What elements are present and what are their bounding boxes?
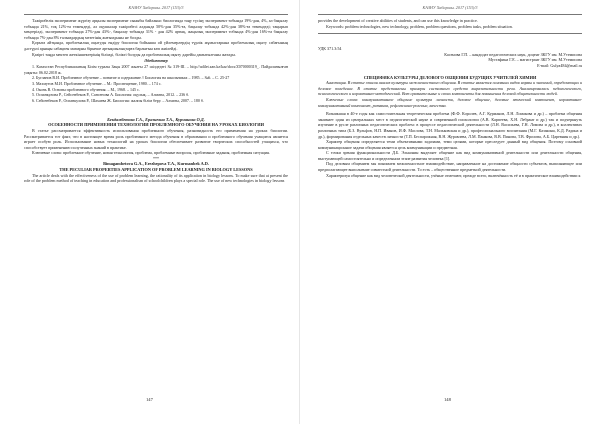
english-title: THE PECULIAR PROPERTIES APPLICATION OF PROBLEM LEARNING IN BIOLOGY LESSONS [59,167,253,173]
reference-item: 6. Сейсенбеков Р., Оспанкулова Р., Шахаева Ж. Биология: жалпы білім беру. – Алматы, 2007. – 180 б. [32,97,204,103]
keywords-paragraph: Ключевые слова: коммуникативное общение культура личности, деловое общение, деловые этический компонент, нормативно-коммуникативный компонент, ритмика, рефлексивно-ролевые, качества. [318,96,582,108]
body-paragraph: Қорыта айтқанда, проблемалық оқытуды ендіру биология бойынша ой үйлемерлердің түрлік жұмыстарына проблемалық оқыту сабағының дәстүрлі арнаңы сабақпен мазмұны бірнеше артықшылықтарға барлығын көп жиілейді. [24,40,288,51]
body-paragraph: Характер общения определяется теми объективными задачами, теми целями, которые преследует данный вид общения. Поэтому основной коммуникационное задачи общения является цель коммуникации и предметная. [318,139,582,150]
body-paragraph: Под деловым общением мы понимаем межличностное взаимодействие, направленное на достижение общности субъектов, выполняющее или предполагающее выполнение совместной деятельности. То есть – общественное предметной деятельности. [318,161,582,173]
page-number: 148 [444,397,451,402]
article-title: ОСОБЕННОСТИ ПРИМЕНЕНИЯ ТЕХНОЛОГИИ ПРОБЛЕМНОГО ОБУЧЕНИЯ НА УРОКАХ БИОЛОГИИ [48,122,264,128]
author-line: Касенова Г.П. – кандидат педагогических наук, доцент ЗКГУ им. М.Утемисова [444,51,582,57]
section-rule [318,33,582,34]
separator: *** [153,155,159,161]
reference-item: 2. Бугланов В.И. Проблемное обучение – понятие и содержание // Биология на школьниках – 1985. – №6. – С. 25-27 [32,75,230,81]
page-gutter [299,0,300,424]
english-authors: Bimagambetova G.A., Erezhepova T.A., Kurmanbek A.D. [103,161,209,167]
reference-item: 5. Оспанкулова Р., Сейсенбеков Р., Сансенова А. Биология: оқулық. – Алматы, 2012. – 236 б. [32,92,190,98]
reference-item: 1. Казахстан Республикасының Білім туралы Заңы 2007 жылғы 27 шілдедегі № 319-III. – http://adilet.zan.kz/kaz/docs/Z070000319_. Пайдаланылған уақыты: 06.02.2018 ж. [24,64,288,75]
body-paragraph: Қазіргі таңда мектеп жеткіншектерінің білімді, білікті болуды да проблемалық оқыту дәрейін дамытылғаны жатады. [32,51,236,57]
left-page [4,0,296,424]
author-email: E-mail: Gulya484@mail.ru [537,62,582,68]
header-rule [318,14,582,15]
keywords-paragraph: Ключевые слова: проблемное обучение, новая технология, проблема, проблемные вопросы, проблемные задания, проблемная ситуация. [32,150,270,156]
page-number: 147 [146,397,153,402]
article-authors: Бекдамбетова Г.А., Еразиевна Т.А., Курманова О.Д. [107,117,205,123]
references-heading: Әдебиеттер [144,58,168,64]
article-title: СПЕЦИФИКА КУЛЬТУРЫ ДЕЛОВОГО ОБЩЕНИЯ БУДУЩИХ УЧИТЕЛЕЙ ХИМИИ [363,74,537,80]
body-paragraph: Характеризуя общение как вид человеческой деятельности, учёные отмечают, прежде всего, включённость её и в практическое взаимодействии к [326,172,581,178]
udk-code: УДК 371.3:54 [318,46,342,52]
reference-item: 4. Оконь В. Основы проблемного обучения. – М., 1968. – 145 с. [32,86,140,92]
running-head: КАЗНУ Хабаршы. 2017 (153)/3 [128,5,184,10]
body-paragraph: Возникшая в 40-е годы как самостоятельная теоретическая проблема (Ф.Ф. Королев, А.Г. Курманов, Л.Н. Ломакова и др.) – проблема общения занимает один из центральных мест в педагогической науке и современной психологии (А.В. Карпеева, Х.Н. Лебрант и др.) так и подчеркнуть изучение в русле различных педагогических проблем: в процессе педагогической деятельности (Л.Н. Васильева, Г.Н. Ломова и др.), в коллективах различных типа (Б.З. Вульфов, Н.П. Иванов, И.Ф. Маслова, Т.Н. Мальковская и др.), профессионального воспитания (М.Г. Казакина, К.Д. Радина и др.), формирования отдельных качеств личности (Т.П. Беспарожная, В.Н. Журавлева, Л.М. Панкова, В.В. Пинова, Т.В. Фролова, А.Б. Царевнин и др.). [318,111,582,139]
author-line: Мустафина Г.Е. – магистрант ЗКГУ им. М.Утемисова [488,57,582,63]
reference-item: 3. Махмутов М.И. Проблемное обучение. – М.: Просвещение, 1980. – 174 с. [32,80,162,86]
right-page [304,0,596,424]
body-paragraph: С точки зрения функциональности Д.Б. Эльконин выделяет общение как вид коммуникативной деятельности или деятельности общения, выступающей самостоятельно и определенном этапе развития человека [1]. [318,150,582,161]
running-head: КАЗНУ Хабаршы. 2017 (153)/3 [422,5,478,10]
header-rule [24,14,288,15]
body-paragraph: provides the development of creative abilities of students, and can use this knowledge in practice. [318,18,478,23]
english-abstract: The article deals with the effectiveness of the use of problem learning, the rationality of its application in biology lessons. To make sure that at present the role of the problem method of teaching in education and professionalism of schoolchildren plays a special role. The use of new technologies in biology lessons [24,172,288,184]
keywords-paragraph: Keywords: problem technologies, new technology, problem, problem questions, problem tasks, problem situation. [326,23,513,29]
abstract-paragraph: В статье рассматривается эффективность использования проблемного обучения, разновидность его применения на уроках биологии. Рассматривается тот факт, что в настоящее время роль проблемного метода обучения в образовании и проблемного обучения учащиеся является играет особую роль. Использование новых технологий на уроках биологии обеспечивает развитие творческих способностей учащихся, что способствует применению полученных знаний в практике. [24,127,288,150]
abstract-paragraph: Аннотация. В статье описан анализ культуры межличностного общения. В статье является основных видов нормы и значений, определяющих и деловое поведение. В статье представлены примеры системного средств выразительности речи. Анализировалась педагогического, психологического и нормативно-методический. Вот сравнительные и своих компоненты для повышения деловой общительности людей. [318,80,582,97]
body-paragraph: Тәжірибелік эксперимент жүргізу арқылы эксперимент сыныбы байланыс биологияда таңу түсінү эксперимент тобында 19%-дан, 4%, ал бақылау тобында 21%, тоқ 12%-ға төмендеді, ал оқушылар тәжірибесі алдында 50%-дан 35%-ға, бақылау тобында 42%-дан 38%-ға төмендеді; тақырып меңгерілді, эксперимент тобында 27%-дан 43%-, бақылау тобында 31% - дан 42% артық, жаңалық эксперимент тобында 4%-дан 16%-ға бақылау тобында 7%-дан 8% ғалымдардың мезетінің жағымдыны не болды. [24,18,288,40]
